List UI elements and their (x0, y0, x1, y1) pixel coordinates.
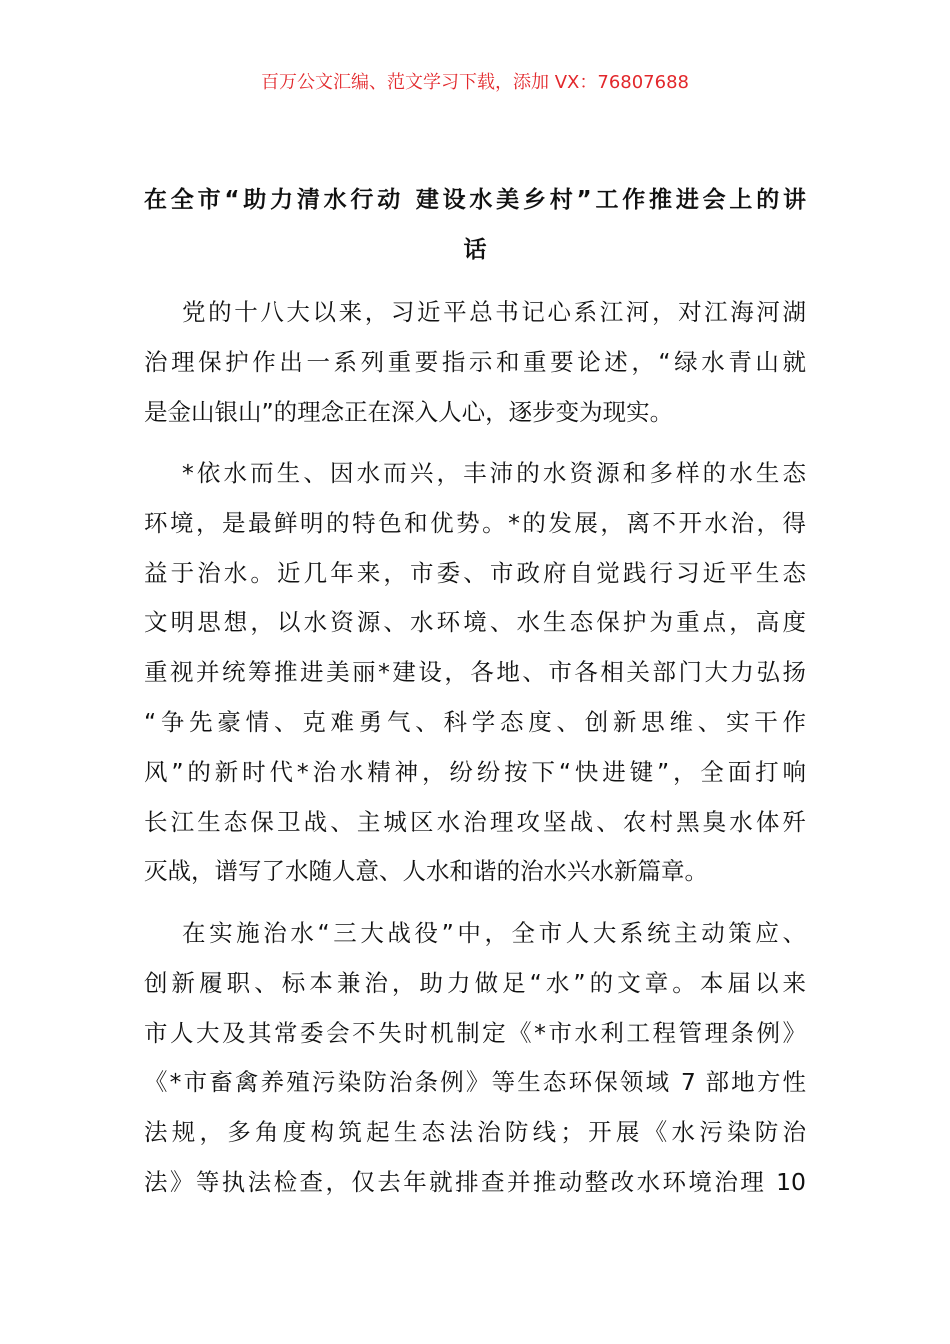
title-line: 话 (463, 237, 487, 263)
paragraph-line: 益于治水。近几年来，市委、市政府自觉践行习近平生态 (144, 558, 806, 587)
paragraph-line: 文明思想，以水资源、水环境、水生态保护为重点，高度 (144, 608, 806, 637)
paragraph-1 (144, 293, 806, 442)
paragraph-line: 市人大及其常委会不失时机制定《*市水利工程管理条例》 (144, 1018, 806, 1047)
paragraph-line: 环境，是最鲜明的特色和优势。*的发展，离不开水治，得 (144, 508, 806, 537)
paragraph-3 (144, 914, 806, 1213)
paragraph-line: 创新履职、标本兼治，助力做足“水”的文章。本届以来 (144, 968, 806, 997)
paragraph-line: 法规，多角度构筑起生态法治防线；开展《水污染防治 (144, 1118, 806, 1147)
paragraph-line: 法》等执法检查，仅去年就排查并推动整改水环境治理 10 (144, 1167, 806, 1196)
paragraph-line: 是金山银山”的理念正在深入人心，逐步变为现实。 (144, 397, 674, 426)
paragraph-line: 治理保护作出一系列重要指示和重要论述，“绿水青山就 (144, 347, 806, 376)
paragraph-2 (144, 454, 806, 902)
watermark-header: 百万公文汇编、范文学习下载，添加 VX：76807688 (261, 72, 689, 93)
paragraph-line: 风”的新时代*治水精神，纷纷按下“快进键”，全面打响 (144, 757, 806, 786)
document-title (144, 180, 806, 280)
title-line: 在全市“助力清水行动 建设水美乡村”工作推进会上的讲 (144, 187, 806, 213)
paragraph-line: 重视并统筹推进美丽*建设，各地、市各相关部门大力弘扬 (144, 658, 806, 687)
paragraph-line: 长江生态保卫战、主城区水治理攻坚战、农村黑臭水体歼 (144, 807, 806, 836)
paragraph-line: 党的十八大以来，习近平总书记心系江河，对江海河湖 (182, 298, 806, 326)
paragraph-line: 《*市畜禽养殖污染防治条例》等生态环保领域 7 部地方性 (144, 1068, 806, 1097)
paragraph-line: 灭战，谱写了水随人意、人水和谐的治水兴水新篇章。 (144, 857, 708, 886)
paragraph-line: *依水而生、因水而兴，丰沛的水资源和多样的水生态 (182, 459, 806, 487)
paragraph-line: 在实施治水“三大战役”中，全市人大系统主动策应、 (182, 919, 806, 947)
paragraph-line: “争先豪情、克难勇气、科学态度、创新思维、实干作 (144, 707, 806, 736)
